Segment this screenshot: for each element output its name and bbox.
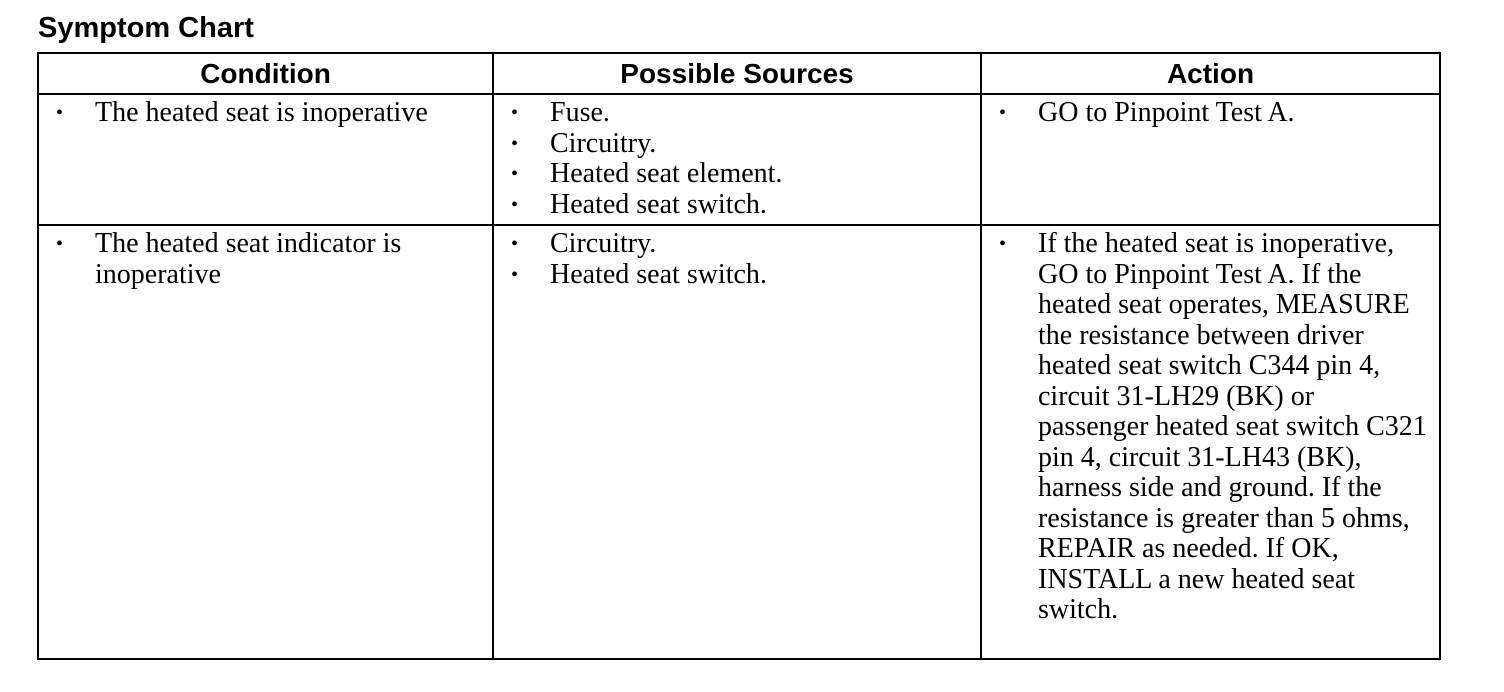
sources-list — [494, 95, 980, 224]
column-header-action: Action — [981, 53, 1440, 94]
list-item: • The heated seat is inoperative — [39, 98, 492, 129]
condition-cell — [38, 225, 493, 659]
condition-cell — [38, 94, 493, 225]
list-item: • Circuitry. — [494, 229, 980, 260]
condition-list — [39, 95, 492, 133]
column-header-condition: Condition — [38, 53, 493, 94]
list-item: • GO to Pinpoint Test A. — [982, 98, 1439, 129]
symptom-chart-table — [37, 52, 1441, 660]
action-cell — [981, 94, 1440, 225]
list-item: • If the heated seat is inoperative, GO to Pinpoint Test A. If the heated seat operates, MEASURE the resistance between driver heated seat switch C344 pin 4, circuit 31-LH29 (BK) or passenger heated seat switch C321 pin 4, circuit 31-LH43 (BK), harness side and ground. If the resistance is greater than 5 ohms, REPAIR as needed. If OK, INSTALL a new heated seat switch. — [982, 229, 1439, 626]
possible-sources-cell — [493, 94, 981, 225]
list-item: • Heated seat element. — [494, 159, 980, 190]
action-list — [982, 226, 1439, 630]
action-cell — [981, 225, 1440, 659]
sources-list — [494, 226, 980, 294]
table-header-row — [38, 53, 1440, 94]
list-item: • Circuitry. — [494, 129, 980, 160]
list-item: • Heated seat switch. — [494, 190, 980, 221]
list-item: • Heated seat switch. — [494, 260, 980, 291]
list-item: • The heated seat indicator is inoperative — [39, 229, 492, 290]
table-row — [38, 94, 1440, 225]
action-list — [982, 95, 1439, 133]
condition-list — [39, 226, 492, 294]
possible-sources-cell — [493, 225, 981, 659]
page-title: Symptom Chart — [38, 12, 254, 44]
list-item: • Fuse. — [494, 98, 980, 129]
column-header-possible-sources: Possible Sources — [493, 53, 981, 94]
table-row — [38, 225, 1440, 659]
